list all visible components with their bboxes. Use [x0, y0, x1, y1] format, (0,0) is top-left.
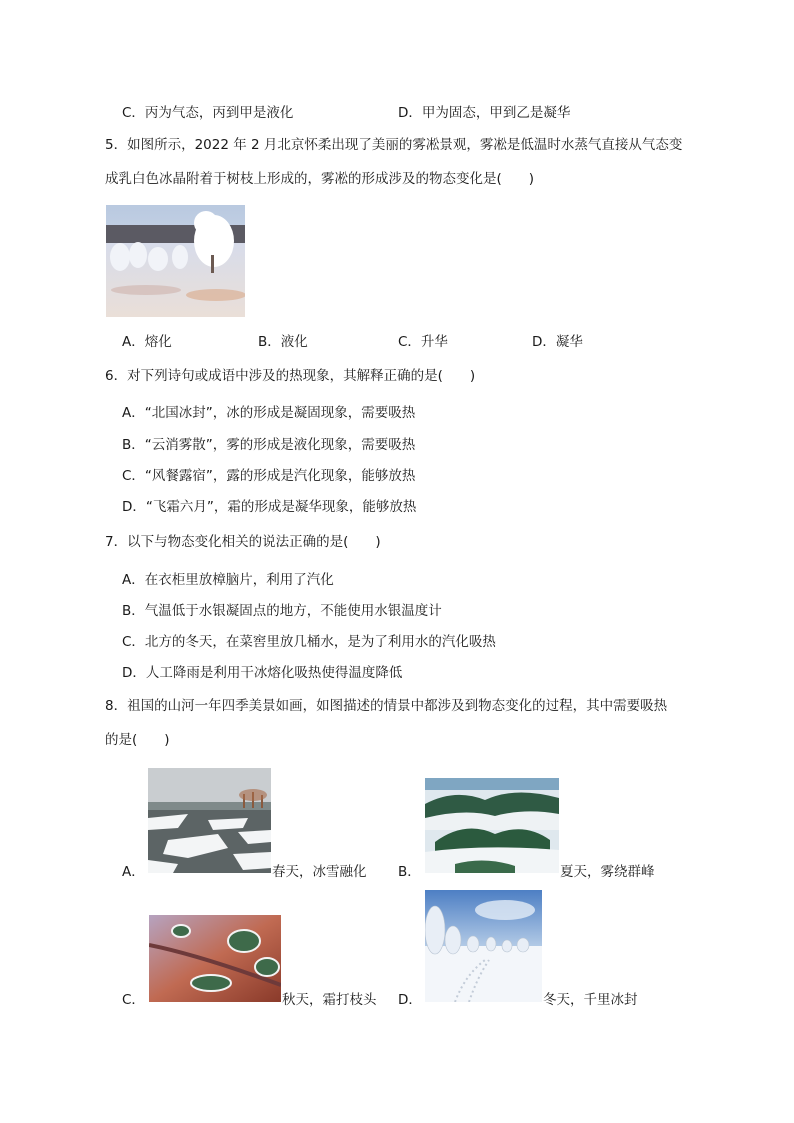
rime-scene-image: [106, 205, 245, 317]
winter-snowfield-image: [425, 890, 542, 1002]
q8-option-d-caption: 冬天，千里冰封: [543, 992, 638, 1008]
q8-stem-line2: 的是( ): [105, 732, 170, 748]
q8-option-c-label: C．: [122, 992, 145, 1008]
q5-option-c: C．升华: [398, 334, 448, 350]
q6-option-c: C．“风餐露宿”，露的形成是汽化现象，能够放热: [122, 468, 416, 484]
q8-option-a-label: A．: [122, 864, 145, 880]
q6-option-b: B．“云消雾散”，雾的形成是液化现象，需要吸热: [122, 437, 416, 453]
spring-melting-ice-image: [148, 768, 271, 873]
q7-option-d: D．人工降雨是利用干冰熔化吸热使得温度降低: [122, 665, 403, 681]
q8-option-b-label: B．: [398, 864, 421, 880]
q8-option-a-caption: 春天，冰雪融化: [272, 864, 367, 880]
q8-option-b-caption: 夏天，雾绕群峰: [560, 864, 655, 880]
q7-stem: 7．以下与物态变化相关的说法正确的是( ): [105, 534, 381, 550]
q4-option-d: D．甲为固态，甲到乙是凝华: [398, 105, 571, 121]
q5-stem-line2: 成乳白色冰晶附着于树枝上形成的，雾凇的形成涉及的物态变化是( ): [105, 171, 535, 187]
q5-option-d: D．凝华: [532, 334, 583, 350]
q6-stem: 6．对下列诗句或成语中涉及的热现象，其解释正确的是( ): [105, 368, 476, 384]
q8-option-c-caption: 秋天，霜打枝头: [282, 992, 377, 1008]
q6-option-a: A．“北国冰封”，冰的形成是凝固现象，需要吸热: [122, 405, 416, 421]
q5-option-a: A．熔化: [122, 334, 172, 350]
q5-option-b: B．液化: [258, 334, 308, 350]
q5-stem-line1: 5．如图所示，2022 年 2 月北京怀柔出现了美丽的雾凇景观，雾凇是低温时水蒸气直接从气态变: [105, 137, 683, 153]
q7-option-c: C．北方的冬天，在菜窖里放几桶水，是为了利用水的汽化吸热: [122, 634, 496, 650]
q8-option-d-label: D．: [398, 992, 422, 1008]
autumn-frost-branch-image: [149, 915, 281, 1002]
q4-option-c: C．丙为气态，丙到甲是液化: [122, 105, 294, 121]
q7-option-b: B．气温低于水银凝固点的地方，不能使用水银温度计: [122, 603, 442, 619]
q8-stem-line1: 8．祖国的山河一年四季美景如画，如图描述的情景中都涉及到物态变化的过程，其中需要吸热: [105, 698, 668, 714]
q6-option-d: D．“飞霜六月”，霜的形成是凝华现象，能够放热: [122, 499, 417, 515]
summer-fog-peaks-image: [425, 778, 559, 873]
q7-option-a: A．在衣柜里放樟脑片，利用了汽化: [122, 572, 334, 588]
